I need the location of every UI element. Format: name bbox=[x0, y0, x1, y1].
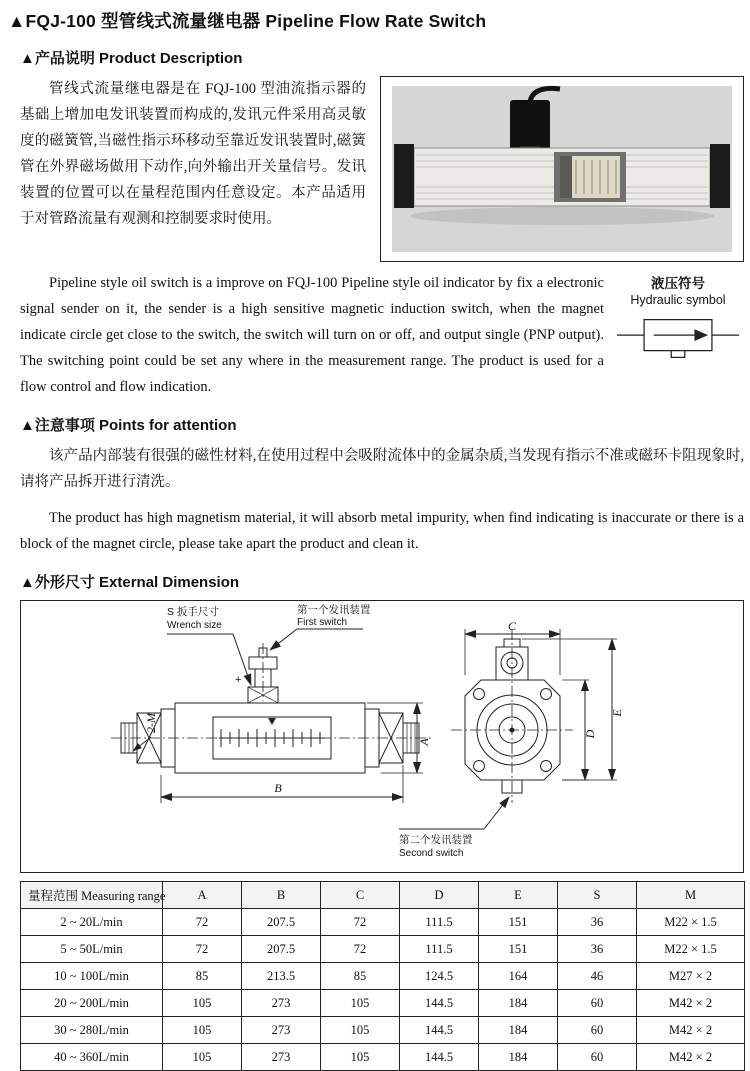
table-cell: 20 ~ 200L/min bbox=[21, 990, 163, 1017]
table-cell: 10 ~ 100L/min bbox=[21, 963, 163, 990]
description-en-block bbox=[20, 270, 744, 400]
table-header-cell: A bbox=[163, 882, 242, 909]
table-row bbox=[21, 1017, 745, 1044]
description-paragraph-en: Pipeline style oil switch is a improve on FQJ-100 Pipeline style oil indicator by fix a electronic signal sender on it, the sender is a high sensitive magnetic induction switch, when the magnet indicate circle get close to the switch, the switch will turn on or off, and output single (PNP output). The switching point could be set any where in the measurement range. The product is used for a flow control and flow indication. bbox=[20, 275, 604, 395]
table-cell: 105 bbox=[321, 1017, 400, 1044]
hydraulic-symbol-block bbox=[612, 272, 744, 368]
table-cell: 207.5 bbox=[242, 909, 321, 936]
table-row bbox=[21, 1044, 745, 1071]
product-photo bbox=[392, 86, 732, 252]
first-switch-label-cn: 第一个发讯装置 bbox=[297, 604, 371, 616]
table-cell: 46 bbox=[558, 963, 637, 990]
dim-label-c: C bbox=[507, 619, 517, 633]
dimension-drawing bbox=[21, 601, 743, 872]
table-cell: 144.5 bbox=[400, 1017, 479, 1044]
table-cell: 105 bbox=[163, 990, 242, 1017]
attention-paragraph-cn: 该产品内部装有很强的磁性材料,在使用过程中会吸附流体中的金属杂质,当发现有指示不准或磁环卡阻现象时,请将产品拆开进行清洗。 bbox=[20, 448, 744, 490]
second-switch-label-cn: 第二个发讯装置 bbox=[399, 834, 473, 846]
dim-label-b: B bbox=[274, 781, 282, 795]
table-cell: 124.5 bbox=[400, 963, 479, 990]
description-row bbox=[20, 76, 744, 262]
table-cell: 72 bbox=[321, 909, 400, 936]
sensor-connector bbox=[510, 100, 550, 150]
table-cell: 5 ~ 50L/min bbox=[21, 936, 163, 963]
dim-label-a: A bbox=[417, 738, 431, 746]
table-header-row bbox=[21, 882, 745, 909]
table-cell: 72 bbox=[163, 936, 242, 963]
hydraulic-symbol-label-en: Hydraulic symbol bbox=[630, 293, 726, 307]
dimension-drawing-box bbox=[20, 600, 744, 873]
dim-label-2m: 2-M bbox=[144, 713, 158, 733]
section-heading-external-dimension: ▲外形尺寸 External Dimension bbox=[20, 574, 240, 591]
first-switch-label-en: First switch bbox=[297, 617, 347, 628]
dim-label-e: E bbox=[610, 709, 624, 717]
table-cell: 111.5 bbox=[400, 936, 479, 963]
table-cell: 273 bbox=[242, 1044, 321, 1071]
table-cell: 60 bbox=[558, 1017, 637, 1044]
plus-mark: + bbox=[235, 674, 242, 686]
table-row bbox=[21, 963, 745, 990]
table-cell: 85 bbox=[321, 963, 400, 990]
table-cell: 60 bbox=[558, 990, 637, 1017]
table-cell: 111.5 bbox=[400, 909, 479, 936]
table-cell: 273 bbox=[242, 990, 321, 1017]
table-cell: M42 × 2 bbox=[637, 1017, 745, 1044]
table-header-cell: C bbox=[321, 882, 400, 909]
switch-sensor-end-view bbox=[496, 639, 528, 680]
table-cell: 36 bbox=[558, 936, 637, 963]
section-heading-attention: ▲注意事项 Points for attention bbox=[20, 417, 237, 434]
table-cell: 40 ~ 360L/min bbox=[21, 1044, 163, 1071]
table-cell: 105 bbox=[321, 990, 400, 1017]
table-cell: 105 bbox=[163, 1017, 242, 1044]
right-end-fitting bbox=[710, 144, 730, 208]
table-header-cell: D bbox=[400, 882, 479, 909]
table-cell: 151 bbox=[479, 909, 558, 936]
table-cell: 184 bbox=[479, 1017, 558, 1044]
table-header-cell: E bbox=[479, 882, 558, 909]
second-switch-label-en: Second switch bbox=[399, 848, 464, 859]
table-cell: 2 ~ 20L/min bbox=[21, 909, 163, 936]
table-cell: 105 bbox=[321, 1044, 400, 1071]
section-heading-product-description: ▲产品说明 Product Description bbox=[20, 50, 243, 67]
table-cell: 72 bbox=[321, 936, 400, 963]
product-photo-frame bbox=[380, 76, 744, 262]
wrench-size-label-cn: S 扳手尺寸 bbox=[167, 606, 219, 618]
dim-label-d: D bbox=[583, 729, 597, 739]
table-cell: M42 × 2 bbox=[637, 1044, 745, 1071]
dimension-table bbox=[20, 881, 745, 1071]
hydraulic-symbol-label-cn: 液压符号 bbox=[651, 276, 705, 291]
attention-paragraph-en: The product has high magnetism material, it will absorb metal impurity, when find indicating is inaccurate or there is a block of the magnet circle, please take apart the product and clean it. bbox=[20, 510, 744, 552]
table-cell: 273 bbox=[242, 1017, 321, 1044]
table-cell: M27 × 2 bbox=[637, 963, 745, 990]
first-switch-sensor bbox=[248, 648, 278, 703]
table-cell: 30 ~ 280L/min bbox=[21, 1017, 163, 1044]
end-view-drawing bbox=[399, 629, 617, 829]
table-cell: 60 bbox=[558, 1044, 637, 1071]
table-header-cell: M bbox=[637, 882, 745, 909]
table-cell: 105 bbox=[163, 1044, 242, 1071]
table-cell: 184 bbox=[479, 990, 558, 1017]
table-cell: M22 × 1.5 bbox=[637, 909, 745, 936]
table-header-cell: 量程范围 Measuring range bbox=[21, 882, 163, 909]
page-title: ▲FQJ-100 型管线式流量继电器 Pipeline Flow Rate Switch bbox=[8, 11, 487, 31]
side-view-drawing bbox=[111, 629, 431, 803]
table-cell: 72 bbox=[163, 909, 242, 936]
table-cell: 144.5 bbox=[400, 990, 479, 1017]
table-cell: 144.5 bbox=[400, 1044, 479, 1071]
table-row bbox=[21, 909, 745, 936]
wrench-size-label-en: Wrench size bbox=[167, 620, 222, 631]
table-cell: 184 bbox=[479, 1044, 558, 1071]
table-cell: M42 × 2 bbox=[637, 990, 745, 1017]
table-cell: 164 bbox=[479, 963, 558, 990]
table-header-cell: B bbox=[242, 882, 321, 909]
table-cell: 151 bbox=[479, 936, 558, 963]
table-cell: 36 bbox=[558, 909, 637, 936]
table-cell: 85 bbox=[163, 963, 242, 990]
table-cell: M22 × 1.5 bbox=[637, 936, 745, 963]
table-cell: 207.5 bbox=[242, 936, 321, 963]
hydraulic-symbol-drawing bbox=[615, 315, 741, 363]
table-row bbox=[21, 990, 745, 1017]
table-row bbox=[21, 936, 745, 963]
table-cell: 213.5 bbox=[242, 963, 321, 990]
left-end-fitting bbox=[394, 144, 414, 208]
description-paragraph-cn: 管线式流量继电器是在 FQJ-100 型油流指示器的基础上增加电发讯装置而构成的,发讯元件采用高灵敏度的磁簧管,当磁性指示环移动至靠近发讯装置时,磁簧管在外界磁场做用下动作,向外输出开关量信号。发讯装置的位置可以在量程范围内任意设定。本产品适用于对管路流量有观测和控制要求时使用。 bbox=[20, 81, 366, 227]
table-header-cell: S bbox=[558, 882, 637, 909]
